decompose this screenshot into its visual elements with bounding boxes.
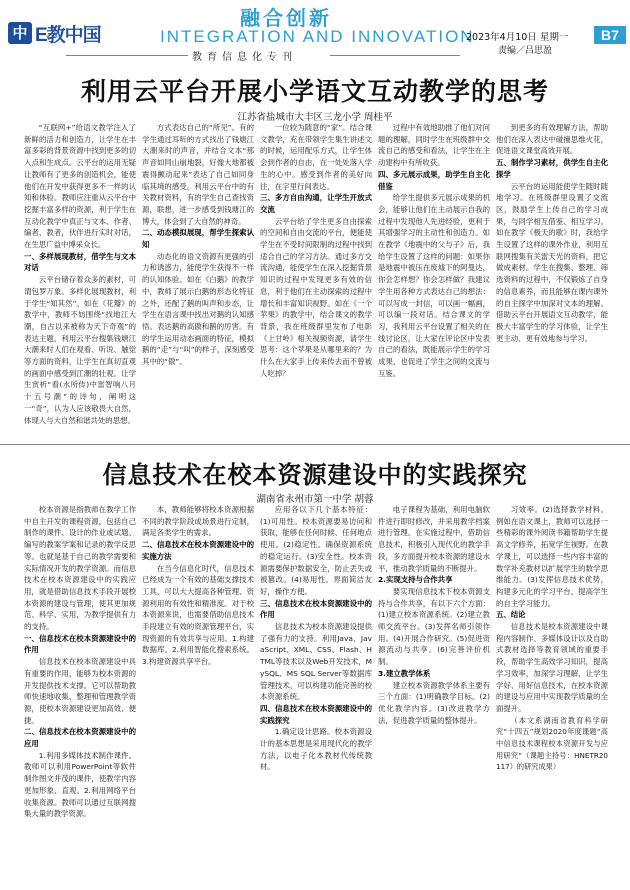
article1-column-3 [260,122,372,440]
article2-column-2 [142,504,254,886]
article2-heading: 一、信息技术在校本资源建设中的作用 [24,633,136,655]
article2-column-4 [378,504,490,886]
logo-badge-icon: 中 [8,22,32,44]
article1-para: 云平台给了学生更多自由探索的空间和自由交流的平台，便能使学生在不受时间限制的过程中找到适合自己的学习方法。通过多方交流沟通，能使学生在深入挖掘背景知识的过程中发现更多有效的信息，利于他们在主动探索的过程中增长和丰富知识视野。如在《一个苹果》的教学中，结合课文的教学背景，我在班级群里发布了电影《上甘岭》相关视频资源，请学生思考：这个苹果是从哪里来的？为什么在大家手上传来传去而不曾被人吃掉？ [260,216,372,378]
header-rule-right [330,55,460,56]
article2-para: 信息技术是校本资源建设中课程内容制作、多媒体设计以及自助式教材选择等教育领域的重要手段，帮助学生高效学习知识，提高学习效率，加深学习理解，让学生学好、用好信息技术，在校本资源的建设与应用中实现教学质量的全面提升。 [496,622,608,713]
page-number: B7 [594,26,626,44]
article2-para: 电子课程为基础，利用电脑软件进行即时修改，并采用教学档案进行管理。在实施过程中，借助信息技术，积极引入现代化的教学手段，多方面提升校本资源的建设水平，推动教学质量的不断提升。 [378,505,490,573]
article1-para: “互联网+”给语文教学注入了新鲜的活力和创造力，让学生在丰富多彩的背景资源中找到更多的切入点和生成点。云平台的运用无疑让教师有了更多的创造机会，能使他们在开发中获得更多不一样的认知和体验。教师应注重从云平台中挖掘丰富多样的资源，利于学生在互动化教学中真正与文本、作者、编者、教者，伙伴进行实时对话，在生思广益中博采众长。 [24,123,136,250]
article1-para: 云平台储存着众多的素材，可谓包罗万象。多样化展现教材，利于学生“知其然”。如在《花瓣》的教学中，教师不妨围绕“找地江大潮，自古以来被称为天下奇观”的表达主题，利用云平台搜集钱塘江大潮来时人们在观看、听说、触觉等方面的资料，让学生在真切直观的画面中感受到江潮的壮观。让学生赏析“看(水所传)中雷智响八月十五号潮”的诗句，阐明这一“奇”，认为人应该敬畏大自然，体现人与大自然和谐共处的思想。 [24,275,136,425]
article1-column-2 [142,122,254,440]
section-title-cn: 融合创新 [240,6,332,30]
article2-footnote: （本文系湖南省教育科学研究“十四五”规划2020年度课题“高中信息技术课程校本资源开发与应用研究”（课题主持号：HNETR20117）的研究成果） [496,715,608,772]
article1-column-1 [24,122,136,440]
article1-byline: 江苏省盐城市大丰区三龙小学 周桂平 [237,112,393,123]
article1-heading: 三、多方自由沟通，让学生开放式交流 [260,193,372,214]
article2-column-1 [24,504,136,886]
article2-heading: 2.实现支持与合作共享 [378,575,453,585]
article1-para: 给学生提供多元展示成果的机会，能够让他们在主动展示自我的过程中发现他人先进经验，更利于其增强学习的主动性和创造力。如在教学《地震中的父与子》后，我给学生设置了这样的问题：如果你是地震中被压在废墟下的阿曼达，你会怎样想？你会怎样做？我建议学生用各种方式表达自己的想法：可以写成一封信，可以画一幅画，可以编一段对话。结合课文的学习，我利用云平台设置了相关的在线讨论区，让大家在评论区中发表自己的看法，既能展示学生的学习成果，也促进了学生之间的交流与互鉴。 [378,193,490,378]
article1-heading: 五、制作学习素材，供学生自主化探学 [496,158,608,179]
article2-heading: 二、信息技术在校本资源建设中的应用 [24,727,136,749]
logo[interactable] [8,22,101,44]
article2-para: 校本资源是指教师在教学工作中自主开发的课程资源，包括自己制作的课件、设计的作业或试题、编写的教案学案和记录的教学反思等。也就是基于自己的教学需要和实际情况开发的教学资源。而信息技术在校本资源建设中的实践应用，就是借助信息技术手段开展校本资源的建设与管理，使其更加规范、科学、实用，为教学提供有力的支持。 [24,505,136,632]
article1-column-4 [378,122,490,440]
article2-heading: 五、结论 [496,610,526,620]
article1-para: 过程中有效地助推了他们对问题的理解，同时学生在班级群中交流自己的感受和看法，让学生在主动建构中有所收获。 [378,123,490,168]
article1-column-5 [496,122,608,440]
article1-heading: 四、多元展示成果，助学生自主化借鉴 [378,169,490,191]
article2-para: 在当今信息化时代，信息技术已经成为一个有效的基础支撑技术工具，可以大大提高各种管理、资源利用的有效性和精准度。对于校本资源来说，也需要借助信息技术手段建立有效的资源管理平台，实现资源的有效共享与应用。1.构建数据库。2.利用智能化搜索系统。3.构建资源共享平台。 [142,563,254,667]
article2-para: 1.利用多媒体技术制作课件。教师可以利用PowerPoint等软件制作图文并茂的课件，使教学内容更加形象、直观。2.利用网络平台收集资源。教师可以通过互联网搜集大量的教学资源。 [24,750,136,819]
article1-heading: 一、多样展现教材，借学生与文本对话 [24,251,136,273]
article1-para: 到更多的有效理解方法，帮助他们在深入表达中碰撞思维火花，促进语文课堂高效开展。 [496,123,608,156]
article2-para: 信息技术在校本资源建设中具有重要的作用，能够为校本资源的开发提供技术支撑。它可以帮助教师快速地收集、整理和管理教学资源，使校本资源建设更加高效、便捷。 [24,657,136,725]
article2-heading: 二、信息技术在校本资源建设中的实施方法 [142,540,254,561]
article1-para: 方式表达自己的“所见”。有的学生通过耳听的方式找出了钱塘江大潮来时的声音，并结合文本“那声音如同山崩地裂，好像大地都被震得颤动起来”表达了自己如同身临其境的感受。利用云平台中的有关教材资料，有的学生自己查找资源，联想，进一步感受到钱塘江的博大，体会到了大自然的神奇。 [142,123,254,226]
article2-byline: 湖南省永州市第一中学 胡蓉 [256,494,374,505]
article2-title: 信息技术在校本资源建设中的实践探究 [102,461,528,489]
article1-para: 动态化的语文资源有更强的引力和诱惑力，能使学生获得不一样的认知体验。如在《白鹅》的教学中，教师了展示白鹅的形态化特征之外，还配了鹅的叫声和步态，让学生在语言课中找出对鹅的认知感悟。表达鹅的高傲和鹅的厉害。有的学生运用动态画面的特征，模拟鹅的“走”与“叫”的样子，深刻感受其中的“傲”。 [142,251,254,367]
article2-para: 习效率。(2)选择教学材料。例如在语文课上，教师可以选择一些精彩的课外阅读书籍帮助学生提高文学修养，拓宽学生视野。在教学课上，可以选择一些内容丰富的数学补充教材以扩展学生的数学思维能力。(3)发挥信息技术优势，构建多元化的学习平台，提高学生的自主学习能力。 [496,505,608,608]
article1-para: 云平台的运用能使学生随时随地学习。在班级群里设置了交流区，鼓励学生上传自己的学习成果，与同学相互借鉴、相互学习。如在教学《极天的歌》时，我给学生设置了这样的课外作业，利用互联网搜集有关雷天光的资料，把它做成素材。学生在搜集、整理、筛选资料的过程中，不仅锻炼了自身的信息素养，而且能够在课内课外的自主探学中加深对文本的理解。借助云平台开展语文互动教学，能极大丰富学生的学习体验，让学生更主动、更有效地参与学习。 [496,181,608,343]
article2-para: 1.确定设计思路。校本资源设计的基本思想是采用现代化的教学方法，以电子化本教材代传统教材。 [260,727,372,772]
section-title-en: INTEGRATION AND INNOVATION [160,27,475,46]
article2-para: 本，教师能够将校本资源根据不同的教学阶段或场景进行定制，满足各类学生的需求。 [142,505,254,538]
article2-column-3 [260,504,372,886]
article2-heading: 三、信息技术在校本资源建设中的作用 [260,598,372,620]
article2-column-5 [496,504,608,886]
article1-para: 一位较为随意的“家”。结合课文教学，充在带领学生集生讲述文的时候，运用配乐方式，让学生体会到作者的自由，在一处处落入学生的心中。感受到作者的美好向往，在字里行间表达。 [260,123,372,191]
article2-para: 信息技术为校本资源建设提供了强有力的支持。利用Java、JavaScript、XML、CSS、Flash、HTML等技术以及Web开发技术，MySQL、MS SQL Server等数据库管理技术，可以构建功能完善的校本资源系统。 [260,622,372,702]
article1-heading: 二、动态模拟展现，帮学生探索认知 [142,228,254,250]
header-rule-left [66,55,188,56]
issue-date: 2023年4月10日 星期一 [466,32,569,43]
editor-credit: 责编／吕思盈 [498,46,553,56]
masthead [0,0,630,62]
article1-title: 利用云平台开展小学语文互动教学的思考 [80,77,549,106]
article-separator [0,444,630,445]
article2-para: 要实现信息技术下校本资源支持与合作共享，有以下六个方面：(1)建立校本资源系统。(2)建立教师交流平台。(3)发挥名师引领作用。(4)开展合作研究。(5)促进资源流动与共享。(6)完善评价机制。 [378,586,490,667]
article2-heading: 3.建立教学体系 [378,668,431,678]
article2-heading: 四、信息技术在校本资源建设中的实践探究 [260,703,372,725]
section-subtitle: 教育信息化专刊 [192,52,297,63]
article2-para: 建立校本资源教学体系主要有三个方面：(1)明确教学目标。(2)优化教学内容。(3)改进教学方法，促进教学质量的整体提升。 [378,680,490,725]
article2-para: 应用各以下几个基本特征：(1)可用性。校本资源要易访问和获取，能够在任何时候、任何地点使用。(2)稳定性。确保资源系统的稳定运行。(3)安全性。校本资源需要保护数据安全，防止丢失或被篡改。(4)易用性。界面简洁友好，操作方便。 [260,505,372,596]
logo-text: E教中国 [35,24,101,46]
